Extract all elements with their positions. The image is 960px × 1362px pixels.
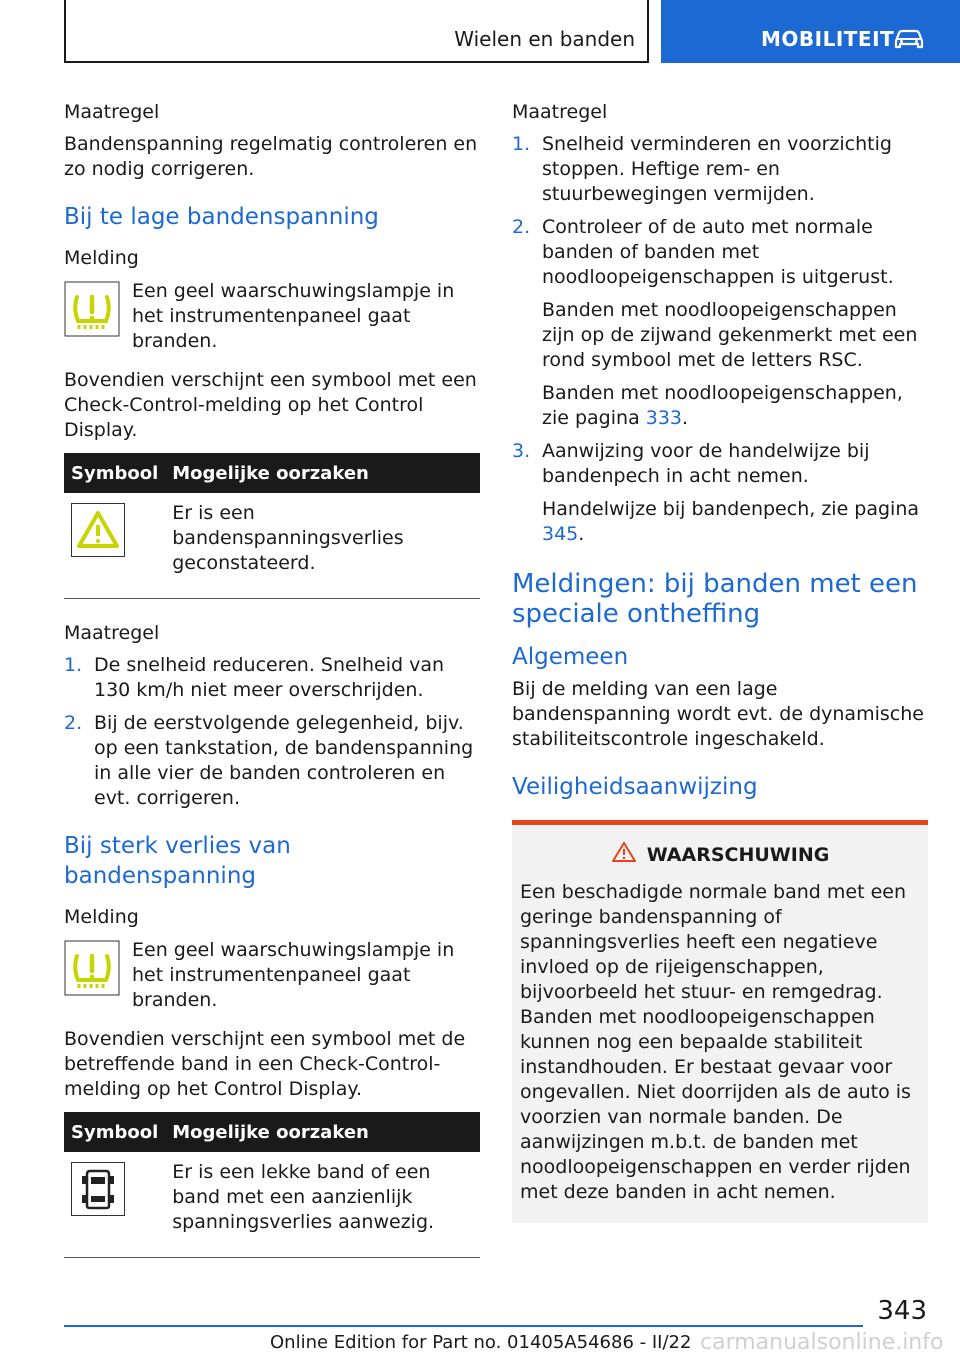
tire-pressure-lamp-icon <box>64 940 120 996</box>
low-action-label: Maatregel <box>64 622 160 644</box>
step-number: 2. <box>512 216 531 238</box>
table-cell-symbol <box>64 493 165 599</box>
header-chapter-box <box>661 0 960 63</box>
strong-extra-text: Bovendien verschijnt een symbool met de betreffende band in een Check-Control-melding op het Control Display. <box>64 1028 466 1100</box>
section-title: Wielen en banden <box>454 27 635 51</box>
general-text: Bij de melding van een lage bandenspanning wordt evt. de dynamische stabiliteitscontrole ingeschakeld. <box>512 678 924 750</box>
low-notice <box>64 279 480 354</box>
table-header-causes: Mogelijke oorzaken <box>165 1112 480 1152</box>
page-link-345[interactable]: 345 <box>542 523 579 545</box>
warning-title-row <box>520 841 920 870</box>
page-number: 343 <box>877 1296 927 1326</box>
warning-triangle-icon <box>611 841 647 870</box>
symbol-table-strong <box>64 1112 480 1258</box>
left-column <box>64 100 480 1258</box>
step-text: Aanwijzing voor de handelwijze bij bandenpech in acht nemen. <box>542 440 870 487</box>
strong-notice <box>64 938 480 1013</box>
table-cell-symbol <box>64 1152 165 1258</box>
list-item <box>512 132 928 207</box>
warning-title: WAARSCHUWING <box>646 844 830 866</box>
warning-triangle-icon <box>71 503 125 557</box>
step-subtext: Banden met noodloopeigenschappen zijn op de zijwand gekenmerkt met een rond symbool met de letters RSC. <box>542 299 918 371</box>
edition-text: Online Edition for Part no. 01405A54686 - II/22 <box>270 1332 692 1353</box>
table-header-causes: Mogelijke oorzaken <box>165 453 480 493</box>
warning-box <box>512 820 928 1223</box>
step-text: Bij de eerstvolgende gelegenheid, bijv. op een tankstation, de bandenspanning in alle vier de banden controleren en evt. corrigeren. <box>94 712 474 809</box>
list-item <box>64 653 480 703</box>
list-item <box>512 439 928 547</box>
strong-notice-text: Een geel waarschuwingslampje in het instrumentenpaneel gaat branden. <box>132 939 455 1011</box>
table-header-symbol: Symbool <box>64 1112 165 1152</box>
step-text: De snelheid reduceren. Snelheid van 130 km/h niet meer overschrijden. <box>94 654 445 701</box>
step-subtext <box>542 381 928 431</box>
table-row <box>64 493 480 599</box>
warning-text: Een beschadigde normale band met een geringe bandenspanning of spanningsverlies heeft een negatieve invloed op de rijeigenschappen, bijvoorbeeld het stuur- en remgedrag. Banden met noodloopeigenschappen kunnen nog een bepaalde stabiliteit instandhouden. Er bestaat gevaar voor ongevallen. Niet doorrijden als de auto is voorzien van normale banden. De aanwijzingen m.b.t. de banden met noodloopeigenschappen en verder rijden met deze banden in acht nemen. <box>520 881 911 1203</box>
low-notice-text: Een geel waarschuwingslampje in het instrumentenpaneel gaat branden. <box>132 280 455 352</box>
step-subtext-suffix: . <box>578 523 585 545</box>
step-subtext-prefix: Banden met noodloopeigenschappen, zie pagina <box>542 382 903 429</box>
table-row <box>64 1152 480 1258</box>
car-icon <box>893 28 925 54</box>
low-steps-list <box>64 653 480 811</box>
right-column <box>512 100 928 1223</box>
step-number: 3. <box>512 440 531 462</box>
safety-heading: Veiligheidsaanwijzing <box>512 774 758 800</box>
step-number: 1. <box>512 133 531 155</box>
tire-pressure-lamp-icon <box>64 281 120 337</box>
step-number: 2. <box>64 712 83 734</box>
strong-melding-label: Melding <box>64 906 139 928</box>
step-subtext-suffix: . <box>682 407 689 429</box>
step-number: 1. <box>64 654 83 676</box>
header-section-box <box>64 0 649 63</box>
symbol-table-low <box>64 453 480 599</box>
measure-label: Maatregel <box>64 101 160 123</box>
table-cell-cause: Er is een lekke band of een band met een aanzienlijk spanningsverlies aanwezig. <box>165 1152 480 1258</box>
table-header-symbol: Symbool <box>64 453 165 493</box>
strong-loss-heading: Bij sterk verlies van bandenspanning <box>64 833 291 889</box>
page-link-333[interactable]: 333 <box>645 407 683 429</box>
step-text: Snelheid verminderen en voorzichtig stoppen. Heftige rem- en stuurbewegingen vermijden. <box>542 133 892 205</box>
table-cell-cause: Er is een bandenspanningsverlies geconstateerd. <box>165 493 480 599</box>
step-text: Controleer of de auto met normale banden of banden met noodloopeigenschappen is uitgerust. <box>542 216 894 288</box>
measure-text: Bandenspanning regelmatig controleren en zo nodig corrigeren. <box>64 133 478 180</box>
messages-heading: Meldingen: bij banden met een speciale ontheffing <box>512 569 918 629</box>
action-label: Maatregel <box>512 101 608 123</box>
low-melding-label: Melding <box>64 247 139 269</box>
watermark-text: carmanualsonline.info <box>700 1330 944 1355</box>
general-heading: Algemeen <box>512 644 629 670</box>
action-steps-list <box>512 132 928 547</box>
step-subtext-prefix: Handelwijze bij bandenpech, zie pagina <box>542 498 920 520</box>
chapter-title: MOBILITEIT <box>761 27 895 51</box>
step-subtext <box>542 497 928 547</box>
car-flat-tire-icon <box>71 1162 125 1216</box>
low-extra-text: Bovendien verschijnt een symbool met een Check-Control-melding op het Control Display. <box>64 369 477 441</box>
list-item <box>64 711 480 811</box>
low-pressure-heading: Bij te lage bandenspanning <box>64 204 379 230</box>
footer-divider <box>64 1325 863 1327</box>
list-item <box>512 215 928 431</box>
